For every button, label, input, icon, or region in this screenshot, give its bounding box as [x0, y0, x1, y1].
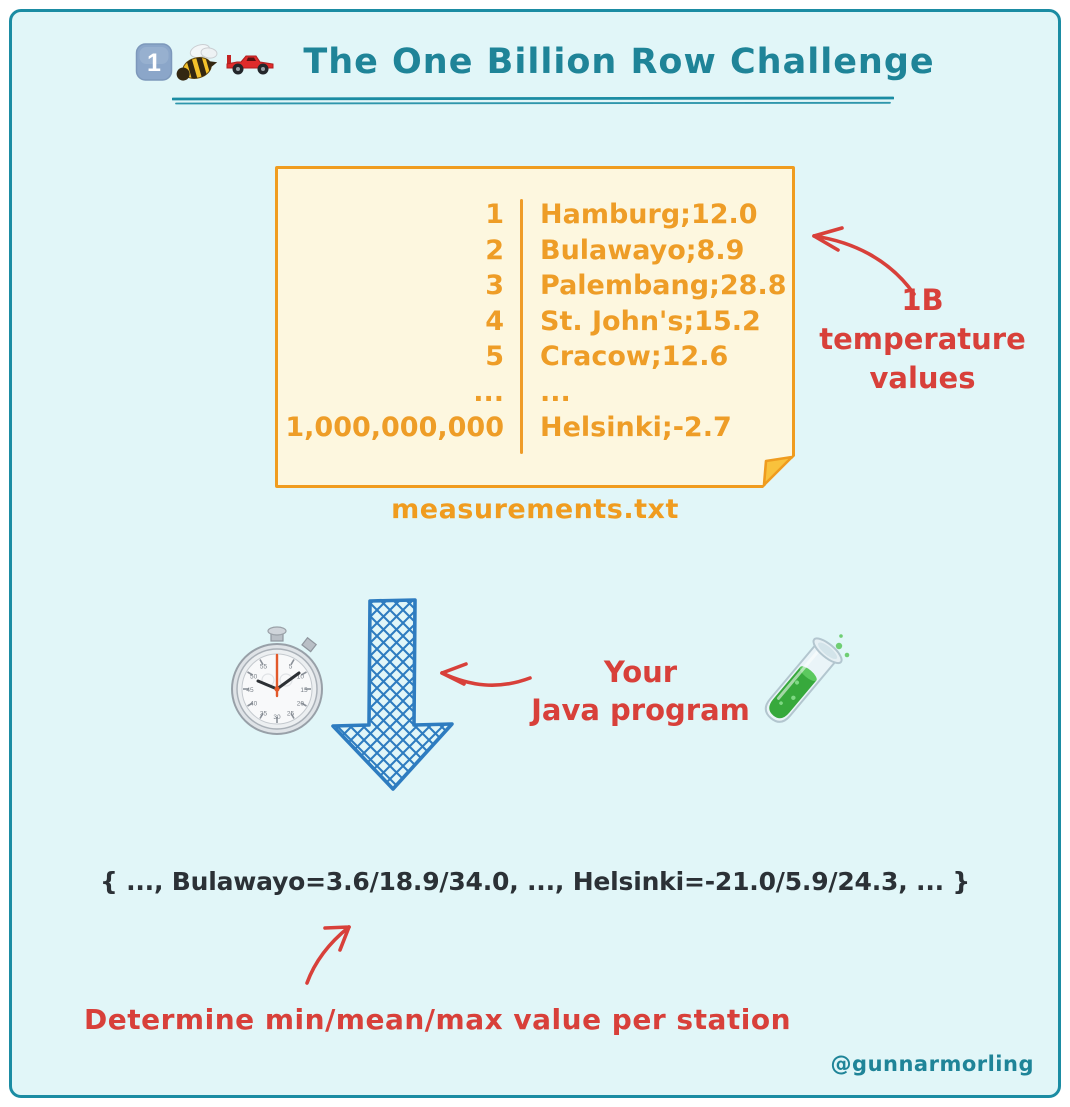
line-number: 2 — [485, 234, 504, 266]
svg-text:20: 20 — [296, 700, 305, 708]
measurement-row: Palembang;28.8 — [540, 270, 787, 301]
svg-text:55: 55 — [259, 663, 268, 671]
svg-text:15: 15 — [300, 687, 308, 694]
down-arrow-icon — [325, 597, 480, 795]
measurement-row: Cracow;12.6 — [540, 341, 729, 372]
page-title: The One Billion Row Challenge — [303, 42, 935, 82]
measurement-row: Helsinki;-2.7 — [540, 412, 732, 443]
measurements-note — [275, 166, 795, 488]
program-annotation-line2: Java program — [531, 693, 750, 727]
folded-corner-icon — [753, 446, 795, 488]
credit-handle: @gunnarmorling — [830, 1052, 1034, 1076]
program-annotation — [513, 653, 768, 729]
svg-text:5: 5 — [288, 663, 293, 671]
input-annotation — [795, 281, 1050, 398]
line-number: 1 — [485, 199, 504, 230]
title-row — [0, 40, 1070, 84]
measurement-row: St. John's;15.2 — [540, 305, 761, 337]
task-annotation: Determine min/mean/max value per station — [84, 1003, 791, 1036]
measurement-row: Bulawayo;8.9 — [540, 234, 745, 266]
svg-text:30: 30 — [273, 714, 281, 721]
note-line-numbers — [278, 197, 520, 446]
line-number: 1,000,000,000 — [285, 412, 504, 443]
measurement-row: ... — [540, 376, 571, 408]
arrow-to-result-icon — [295, 915, 365, 991]
measurement-row: Hamburg;12.0 — [540, 199, 758, 230]
result-line: { ..., Bulawayo=3.6/18.9/34.0, ..., Helsinki=-21.0/5.9/24.3, ... } — [99, 867, 971, 896]
note-values — [523, 197, 787, 446]
svg-text:1: 1 — [147, 49, 162, 77]
svg-text:10: 10 — [296, 673, 305, 681]
test-tube-icon — [740, 628, 860, 743]
line-number: ... — [473, 376, 504, 408]
line-number: 3 — [485, 270, 504, 301]
svg-text:45: 45 — [246, 687, 254, 694]
svg-text:35: 35 — [259, 710, 268, 718]
svg-text:40: 40 — [249, 700, 258, 708]
stopwatch-icon — [228, 626, 326, 738]
keycap-one-icon — [135, 42, 173, 82]
line-number: 5 — [485, 341, 504, 372]
program-annotation-line1: Your — [603, 655, 678, 689]
svg-text:50: 50 — [249, 673, 258, 681]
racing-car-icon — [225, 47, 275, 77]
line-number: 4 — [485, 305, 504, 337]
title-underline — [172, 96, 894, 106]
note-body — [278, 197, 792, 446]
title-emojis — [135, 40, 275, 84]
input-annotation-line1: 1B temperature — [819, 283, 1026, 356]
svg-text:25: 25 — [286, 710, 295, 718]
note-caption: measurements.txt — [391, 494, 679, 525]
input-annotation-line2: values — [869, 361, 976, 395]
bee-icon — [175, 40, 223, 84]
